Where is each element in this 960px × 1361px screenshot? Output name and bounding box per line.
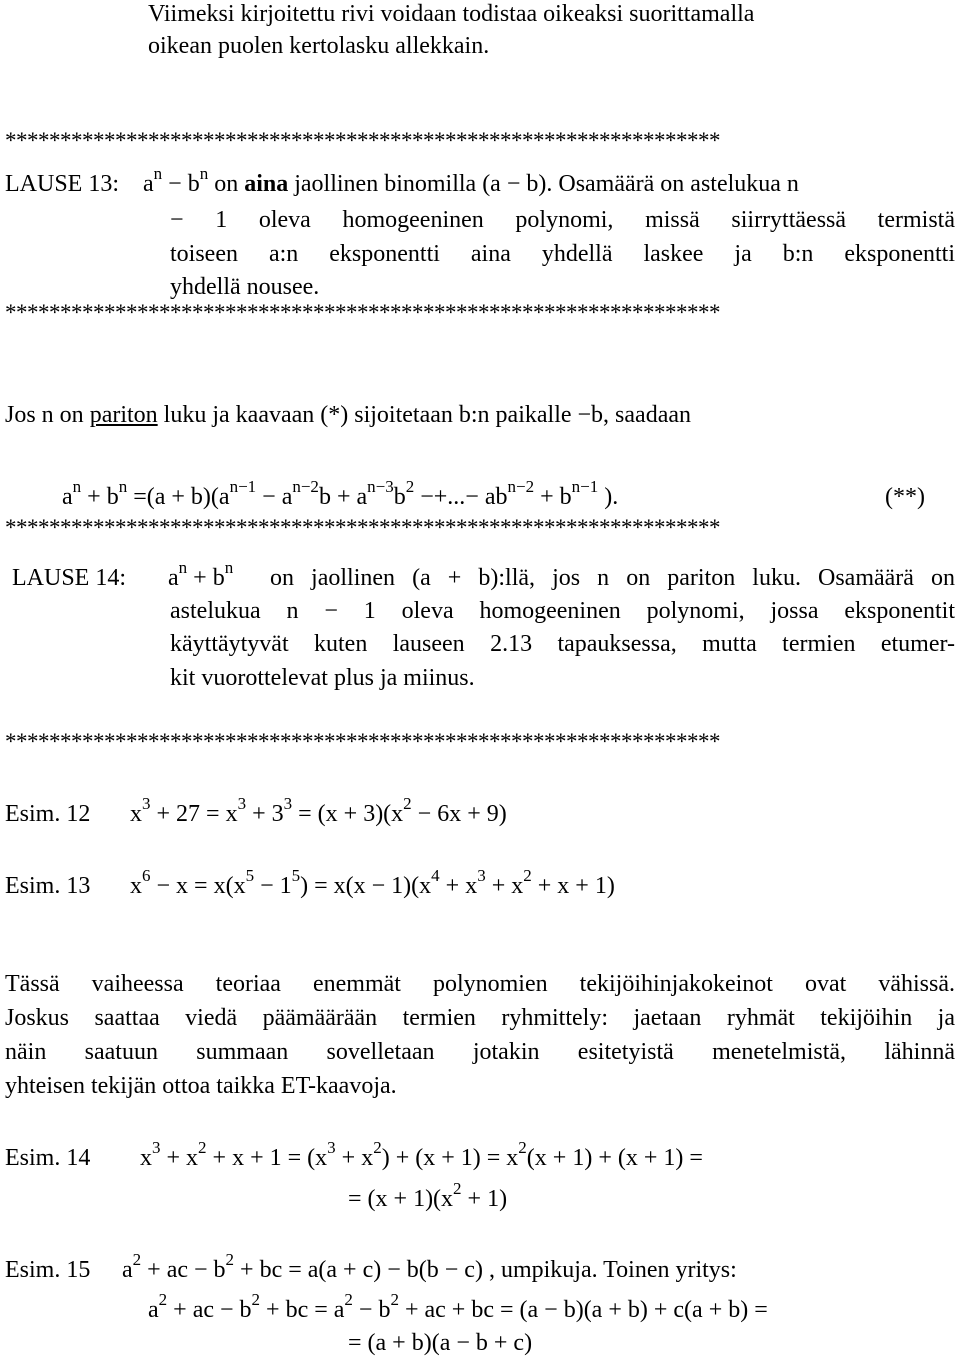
lause14-label: LAUSE 14:: [12, 565, 126, 591]
term: − b: [352, 1297, 391, 1323]
exponent: 2: [251, 1290, 261, 1309]
term: −+...− ab: [414, 484, 508, 510]
separator: *****************************************************************: [5, 300, 720, 325]
term: + x: [335, 1145, 374, 1171]
term: + b: [534, 484, 572, 510]
paragraph-line-1: Tässä vaiheessa teoriaa enemmät polynomien tekijöihinjakokeinot ovat vähissä.: [5, 971, 955, 997]
exponent: n: [224, 558, 234, 577]
term: a: [148, 1297, 159, 1323]
lause14-line-1: on jaollinen (a + b):llä, jos n on pariton luku. Osamäärä on: [270, 565, 955, 591]
term: − a: [256, 484, 293, 510]
exponent: 3: [142, 794, 151, 813]
intro-line-2: oikean puolen kertolasku allekkain.: [148, 33, 490, 59]
term: a: [62, 484, 73, 510]
term: =(a + b)(a: [127, 484, 230, 510]
term: + bc = a(a + c) − b(b − c) , umpikuja. Toinen yritys:: [234, 1257, 737, 1283]
exponent: 3: [477, 866, 486, 885]
term: a: [122, 1257, 133, 1283]
lause13-line-1: [5, 166, 799, 202]
exponent: 2: [453, 1179, 462, 1198]
exponent: 6: [142, 866, 151, 885]
formula-tag: (**): [885, 484, 925, 510]
intro-line-1: Viimeksi kirjoitettu rivi voidaan todistaa oikeaksi suorittamalla: [148, 1, 755, 27]
esim14-label: Esim. 14: [5, 1145, 91, 1171]
exponent: n−1: [571, 477, 599, 496]
paragraph-line-3: näin saatuun summaan sovelletaan jotakin esitetyistä menetelmistä, lähinnä: [5, 1039, 955, 1065]
lause13-line-2: − 1 oleva homogeeninen polynomi, missä siirryttäessä termistä: [170, 207, 955, 233]
exponent: n: [118, 477, 128, 496]
term: x: [130, 873, 142, 899]
text: Jos n on: [5, 402, 90, 428]
esim15-line-3: = (a + b)(a − b + c): [348, 1330, 533, 1356]
lause14-line-3: käyttäytyvät kuten lauseen 2.13 tapauksessa, mutta termien etumer-: [170, 631, 955, 657]
term: ) = x(x − 1)(x: [300, 873, 432, 899]
separator: *****************************************************************: [5, 515, 720, 540]
term: + x: [485, 873, 524, 899]
lause14-line-4: kit vuorottelevat plus ja miinus.: [170, 665, 475, 691]
exponent: 2: [390, 1290, 399, 1309]
term: ) + (x + 1) = x: [381, 1145, 519, 1171]
lause13-line-3: toiseen a:n eksponentti aina yhdellä laskee ja b:n eksponentti: [170, 241, 955, 267]
lause13-line-4: yhdellä nousee.: [170, 274, 320, 300]
term: + ac − b: [167, 1297, 252, 1323]
term: = (x + 1)(x: [348, 1186, 454, 1212]
term: = (x + 3)(x: [292, 801, 404, 827]
exponent: 2: [132, 1250, 142, 1269]
exponent: 2: [344, 1290, 353, 1309]
exponent: 5: [245, 866, 255, 885]
term: + x: [439, 873, 478, 899]
exponent: 3: [237, 794, 247, 813]
exponent: n−2: [292, 477, 319, 496]
esim12-formula: [130, 796, 507, 832]
separator: *****************************************************************: [5, 729, 720, 754]
exponent: 2: [403, 794, 412, 813]
exponent: n−3: [367, 477, 394, 496]
esim14-line-2: [348, 1181, 507, 1217]
term: x: [140, 1145, 152, 1171]
exponent: 2: [198, 1138, 207, 1157]
term: (x + 1) + (x + 1) =: [526, 1145, 703, 1171]
exponent: 4: [431, 866, 440, 885]
term: + x: [160, 1145, 199, 1171]
term: − b: [162, 171, 200, 197]
text: jaollinen binomilla (a − b). Osamäärä on astelukua n: [288, 171, 799, 197]
text: luku ja kaavaan (*) sijoitetaan b:n paikalle −b, saadaan: [157, 402, 692, 428]
exponent: n: [178, 558, 188, 577]
term: b: [393, 484, 406, 510]
term: + x + 1): [531, 873, 615, 899]
exponent: 5: [291, 866, 301, 885]
lause14-formula: [168, 560, 233, 596]
esim15-line-1: [122, 1252, 737, 1288]
jos-line: [5, 397, 691, 433]
exponent: n: [199, 164, 209, 183]
exponent: n−2: [507, 477, 535, 496]
term: − x = x(x: [150, 873, 246, 899]
esim14-formula: [140, 1140, 703, 1176]
term: + ac + bc = (a − b)(a + b) + c(a + b) =: [398, 1297, 768, 1323]
exponent: 2: [373, 1138, 382, 1157]
separator: *****************************************************************: [5, 128, 720, 153]
term: + ac − b: [141, 1257, 226, 1283]
exponent: 2: [523, 866, 532, 885]
term: + b: [187, 565, 225, 591]
term: x: [130, 801, 142, 827]
exponent: 2: [158, 1290, 168, 1309]
exponent: 3: [152, 1138, 161, 1157]
exponent: n: [153, 164, 163, 183]
exponent: n−1: [229, 477, 257, 496]
underlined-word: pariton: [89, 402, 158, 428]
text: on: [208, 171, 245, 197]
exponent: n: [72, 477, 82, 496]
esim12-label: Esim. 12: [5, 801, 91, 827]
lause14-line-2: astelukua n − 1 oleva homogeeninen polynomi, jossa eksponentit: [170, 598, 955, 624]
term: + 27 = x: [150, 801, 238, 827]
lause13-label: LAUSE 13:: [5, 171, 119, 197]
exponent: 2: [518, 1138, 527, 1157]
term: b + a: [318, 484, 368, 510]
esim13-label: Esim. 13: [5, 873, 91, 899]
term: a: [168, 565, 179, 591]
term: − 6x + 9): [411, 801, 507, 827]
exponent: 3: [327, 1138, 336, 1157]
paragraph-line-2: Joskus saattaa viedä päämäärään termien ryhmittely: jaetaan ryhmät tekijöihin ja: [5, 1005, 955, 1031]
exponent: 2: [405, 477, 415, 496]
paragraph-line-4: yhteisen tekijän ottoa taikka ET-kaavoja.: [5, 1073, 397, 1099]
term: a: [143, 171, 154, 197]
term: + b: [81, 484, 119, 510]
term: − 1: [254, 873, 292, 899]
emphasis: aina: [244, 171, 289, 197]
term: + x + 1 = (x: [206, 1145, 328, 1171]
esim15-line-2: [148, 1292, 768, 1328]
term: ).: [598, 484, 619, 510]
term: + 3: [246, 801, 284, 827]
esim15-label: Esim. 15: [5, 1257, 91, 1283]
term: + bc = a: [260, 1297, 345, 1323]
exponent: 2: [225, 1250, 235, 1269]
esim13-formula: [130, 868, 615, 904]
exponent: 3: [283, 794, 293, 813]
term: + 1): [461, 1186, 508, 1212]
